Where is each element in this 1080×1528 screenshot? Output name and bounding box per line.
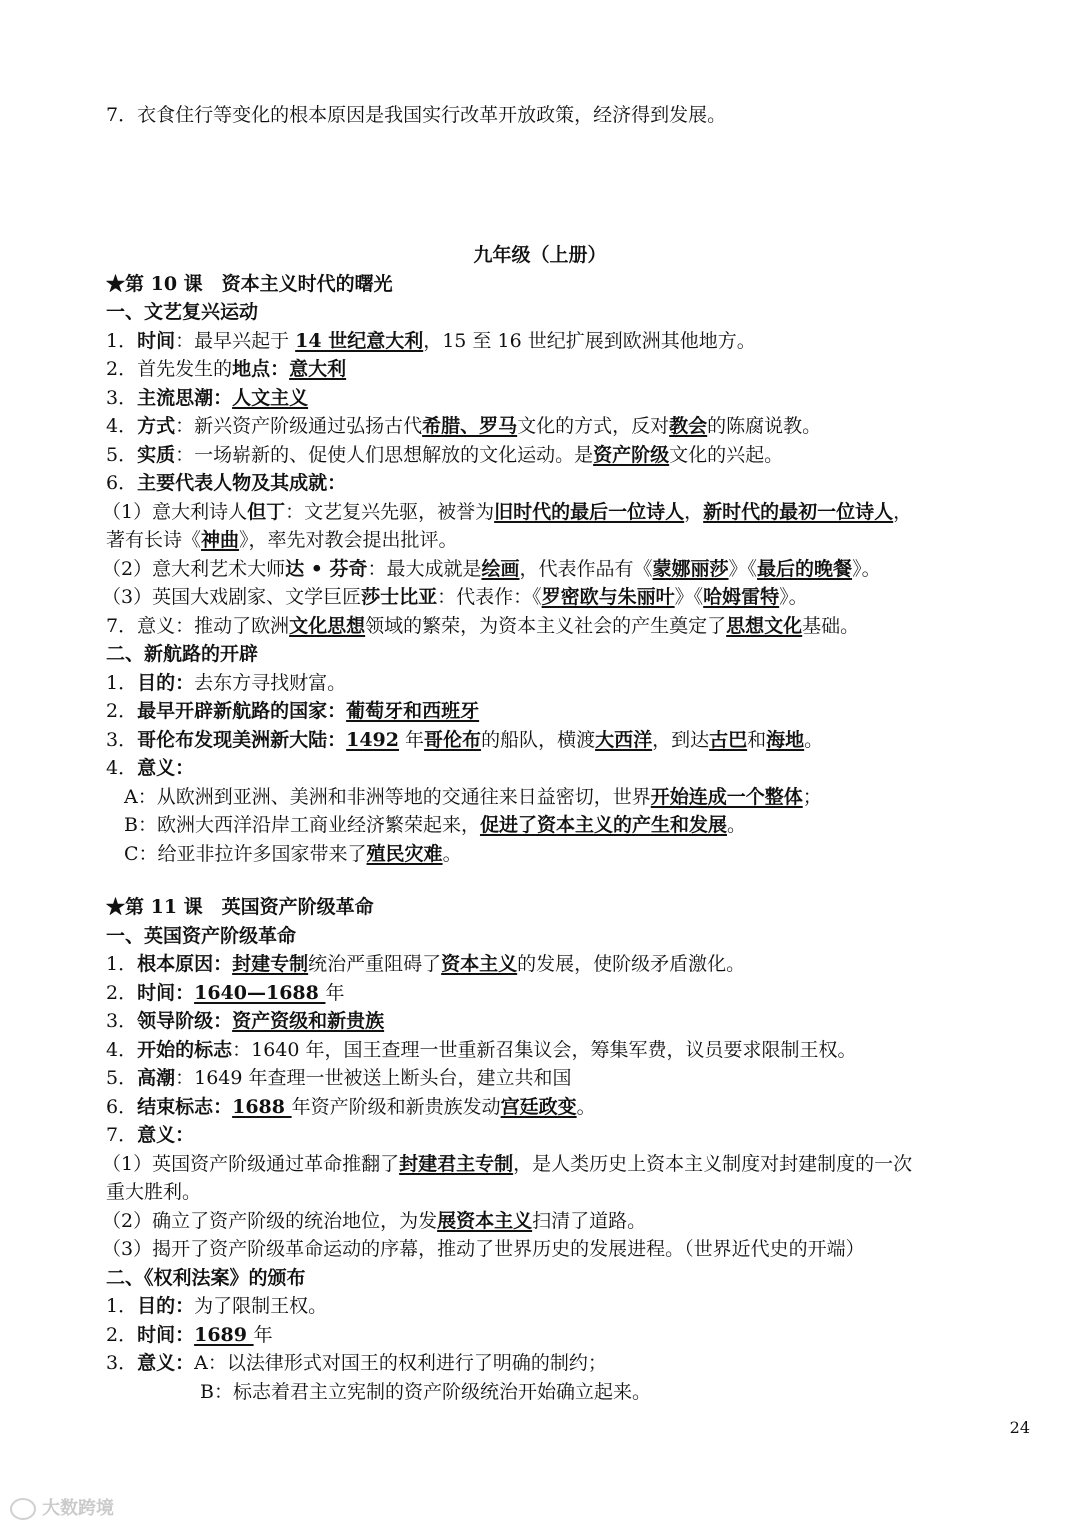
l11-item-5: 5．高潮：1649 年查理一世被送上断头台，建立共和国 xyxy=(106,1067,572,1089)
l10-item-6: 6．主要代表人物及其成就： xyxy=(106,472,347,494)
l11-item-3: 3．领导阶级：资产资级和新贵族 xyxy=(106,1010,385,1032)
lesson11-section1: 一、英国资产阶级革命 xyxy=(106,925,297,947)
l11-item-7-1-cont: 重大胜利。 xyxy=(106,1181,202,1203)
l11-item-1: 1．根本原因：封建专制统治严重阻碍了资本主义的发展，使阶级矛盾激化。 xyxy=(106,953,746,975)
lesson10-section2: 二、新航路的开辟 xyxy=(106,643,259,665)
l11-item-7: 7．意义： xyxy=(106,1124,195,1146)
lesson11-section2: 二、《权利法案》的颁布 xyxy=(106,1267,306,1289)
l11-item-6: 6．结束标志：1688 年资产阶级和新贵族发动宫廷政变。 xyxy=(106,1096,596,1118)
l10-route-4c: C：给亚非拉许多国家带来了殖民灾难。 xyxy=(124,843,462,865)
page-number: 24 xyxy=(1009,1418,1030,1437)
l11-item-7-1: （1）英国资产阶级通过革命推翻了封建君主专制，是人类历史上资本主义制度对封建制度的一次 xyxy=(102,1153,913,1175)
l10-route-4a: A：从欧洲到亚洲、美洲和非洲等地的交通往来日益密切，世界开始连成一个整体； xyxy=(124,786,822,808)
l10-item-6-3: （3）英国大戏剧家、文学巨匠莎士比亚：代表作：《罗密欧与朱丽叶》《哈姆雷特》。 xyxy=(102,586,808,608)
watermark-logo-icon xyxy=(10,1498,36,1520)
l10-route-4b: B：欧洲大西洋沿岸工商业经济繁荣起来，促进了资本主义的产生和发展。 xyxy=(124,814,746,836)
l11-bill-3: 3．意义：A：以法律形式对国王的权利进行了明确的制约； xyxy=(106,1352,607,1374)
line-top-7: 7．衣食住行等变化的根本原因是我国实行改革开放政策，经济得到发展。 xyxy=(106,104,727,126)
l10-route-2: 2．最早开辟新航路的国家：葡萄牙和西班牙 xyxy=(106,700,480,722)
lesson10-section1: 一、文艺复兴运动 xyxy=(106,301,259,323)
l11-item-7-2: （2）确立了资产阶级的统治地位，为发展资本主义扫清了道路。 xyxy=(102,1210,647,1232)
l11-bill-3b: B：标志着君主立宪制的资产阶级统治开始确立起来。 xyxy=(200,1381,651,1403)
l10-item-1: 1．时间：最早兴起于 14 世纪意大利，15 至 16 世纪扩展到欧洲其他地方。 xyxy=(106,330,756,352)
l11-bill-2: 2．时间：1689 年 xyxy=(106,1324,273,1346)
l11-item-7-3: （3）揭开了资产阶级革命运动的序幕，推动了世界历史的发展进程。（世界近代史的开端） xyxy=(102,1238,865,1260)
l11-bill-1: 1．目的：为了限制王权。 xyxy=(106,1295,328,1317)
grade-title: 九年级（上册） xyxy=(473,244,607,266)
l10-item-2: 2．首先发生的地点：意大利 xyxy=(106,358,347,380)
l10-item-7: 7．意义：推动了欧洲文化思想领域的繁荣，为资本主义社会的产生奠定了思想文化基础。 xyxy=(106,615,860,637)
l10-item-4: 4．方式：新兴资产阶级通过弘扬古代希腊、罗马文化的方式，反对教会的陈腐说教。 xyxy=(106,415,822,437)
lesson11-title: ★第 11 课 英国资产阶级革命 xyxy=(106,896,374,918)
l10-route-4: 4．意义： xyxy=(106,757,195,779)
l10-item-6-1: （1）意大利诗人但丁：文艺复兴先驱，被誉为旧时代的最后一位诗人，新时代的最初一位诗人， xyxy=(102,501,913,523)
l10-route-3: 3．哥伦布发现美洲新大陆：1492 年哥伦布的船队，横渡大西洋，到达古巴和海地。 xyxy=(106,729,824,751)
l10-item-5: 5．实质：一场崭新的、促使人们思想解放的文化运动。是资产阶级文化的兴起。 xyxy=(106,444,784,466)
l10-item-6-1-cont: 著有长诗《神曲》，率先对教会提出批评。 xyxy=(106,529,458,551)
watermark-text: 大数跨境 xyxy=(42,1498,114,1519)
watermark xyxy=(10,1494,114,1520)
l10-route-1: 1．目的：去东方寻找财富。 xyxy=(106,672,347,694)
l10-item-3: 3．主流思潮：人文主义 xyxy=(106,387,309,409)
l10-item-6-2: （2）意大利艺术大师达 • 芬奇：最大成就是绘画，代表作品有《蒙娜丽莎》《最后的晚餐》。 xyxy=(102,558,881,580)
l11-item-4: 4．开始的标志：1640 年，国王查理一世重新召集议会，筹集军费，议员要求限制王权。 xyxy=(106,1039,857,1061)
lesson10-title: ★第 10 课 资本主义时代的曙光 xyxy=(106,273,393,295)
l11-item-2: 2．时间：1640—1688 年 xyxy=(106,982,345,1004)
